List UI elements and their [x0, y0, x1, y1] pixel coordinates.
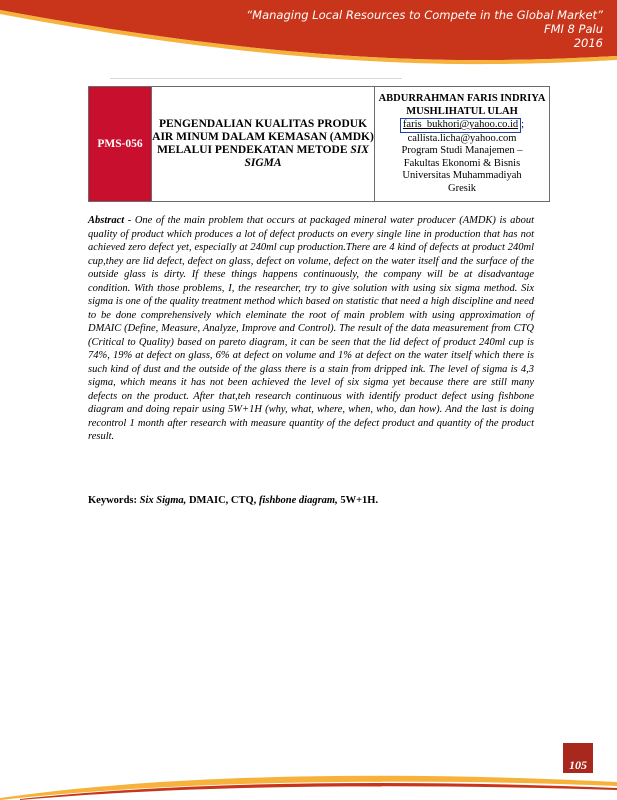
abstract-label: Abstract: [88, 215, 125, 226]
email-1-row: [400, 119, 524, 130]
program-name: Program Studi Manajemen –: [401, 145, 523, 156]
author-info: [375, 87, 550, 202]
email-separator: ;: [521, 119, 525, 130]
conference-event: FMI 8 Palu: [543, 22, 603, 36]
header-text: [246, 8, 603, 50]
faculty-name: Fakultas Ekonomi & Bisnis: [403, 157, 521, 169]
keyword-six-sigma: Six Sigma,: [139, 495, 187, 506]
paper-title-main: PENGENDALIAN KUALITAS PRODUK AIR MINUM DALAM KEMASAN (AMDK) MELALUI PENDEKATAN METODE: [152, 118, 374, 156]
keyword-dmaic-ctq: DMAIC, CTQ,: [188, 495, 257, 506]
conference-theme: “Managing Local Resources to Compete in the Global Market”: [246, 8, 603, 22]
university-city: Gresik: [448, 182, 476, 194]
keywords-line: [88, 495, 534, 506]
keywords-label: Keywords:: [88, 495, 137, 506]
abstract-text: - One of the main problem that occurs at packaged mineral water producer (AMDK) is about quality of product which produces a lot of defect products on every single line in production that has not achieved zero defect yet, especially at 240ml cup production.There are 4 kind of defects at product 240ml cup,they are lid defect, defect on glass, defect on volume, defect on the water itself and the surface of the outside glass is dirty. If these things happens continuously, the company will be at disadvantage condition. With those problems, I, the researcher, try to give solution with using six sigma method. Six sigma is one of the quality treatment method which based on statistic that need a high discipline and need to be done comprehensively which eleminate the root of main problem with using approximation of DMAIC (Define, Measure, Analyze, Improve and Control). The result of the data measurement from CTQ (Critical to Quality) based on pareto diagram, it can be seen that the lid defect of product 240ml cup is 74%, 19% at defect on glass, 6% at defect on volume and 1% at defect on the water itself which there is such kind of dust and the outside of the glass there is a stain from dripped ink. The level of sigma is 4,3 sigma, which means it has not been achieved the level of six sigma yet because there are still many defects on the product. After that,teh research continuous with identify product defect using fishbone diagram and doing repair using 5W+1H (why, what, where, when, who, dan how). And the last is doing recontrol 1 month after research with measure quantity of the defect product and quantity of the product result.: [88, 215, 534, 442]
conference-year: 2016: [573, 36, 603, 50]
author-1: ABDURRAHMAN FARIS INDRIYA: [378, 93, 546, 104]
paper-title-method: SIX SIGMA: [244, 144, 369, 169]
email-2: callista.licha@yahoo.com: [407, 132, 517, 144]
paper-title: [152, 87, 375, 202]
university-name: Universitas Muhammadiyah: [402, 170, 522, 181]
author-2: MUSHLIHATUL ULAH: [406, 105, 518, 117]
footer-swoosh: [0, 760, 617, 800]
paper-info-table: [88, 86, 550, 202]
abstract-paragraph: [88, 214, 534, 444]
keyword-5w1h: 5W+1H.: [340, 495, 379, 506]
paper-code: PMS-056: [89, 87, 152, 202]
email-1-link[interactable]: faris_bukhori@yahoo.co.id: [400, 118, 521, 133]
header-divider: [110, 78, 402, 79]
keyword-fishbone: fishbone diagram,: [258, 495, 338, 506]
page-number: 105: [563, 743, 593, 773]
